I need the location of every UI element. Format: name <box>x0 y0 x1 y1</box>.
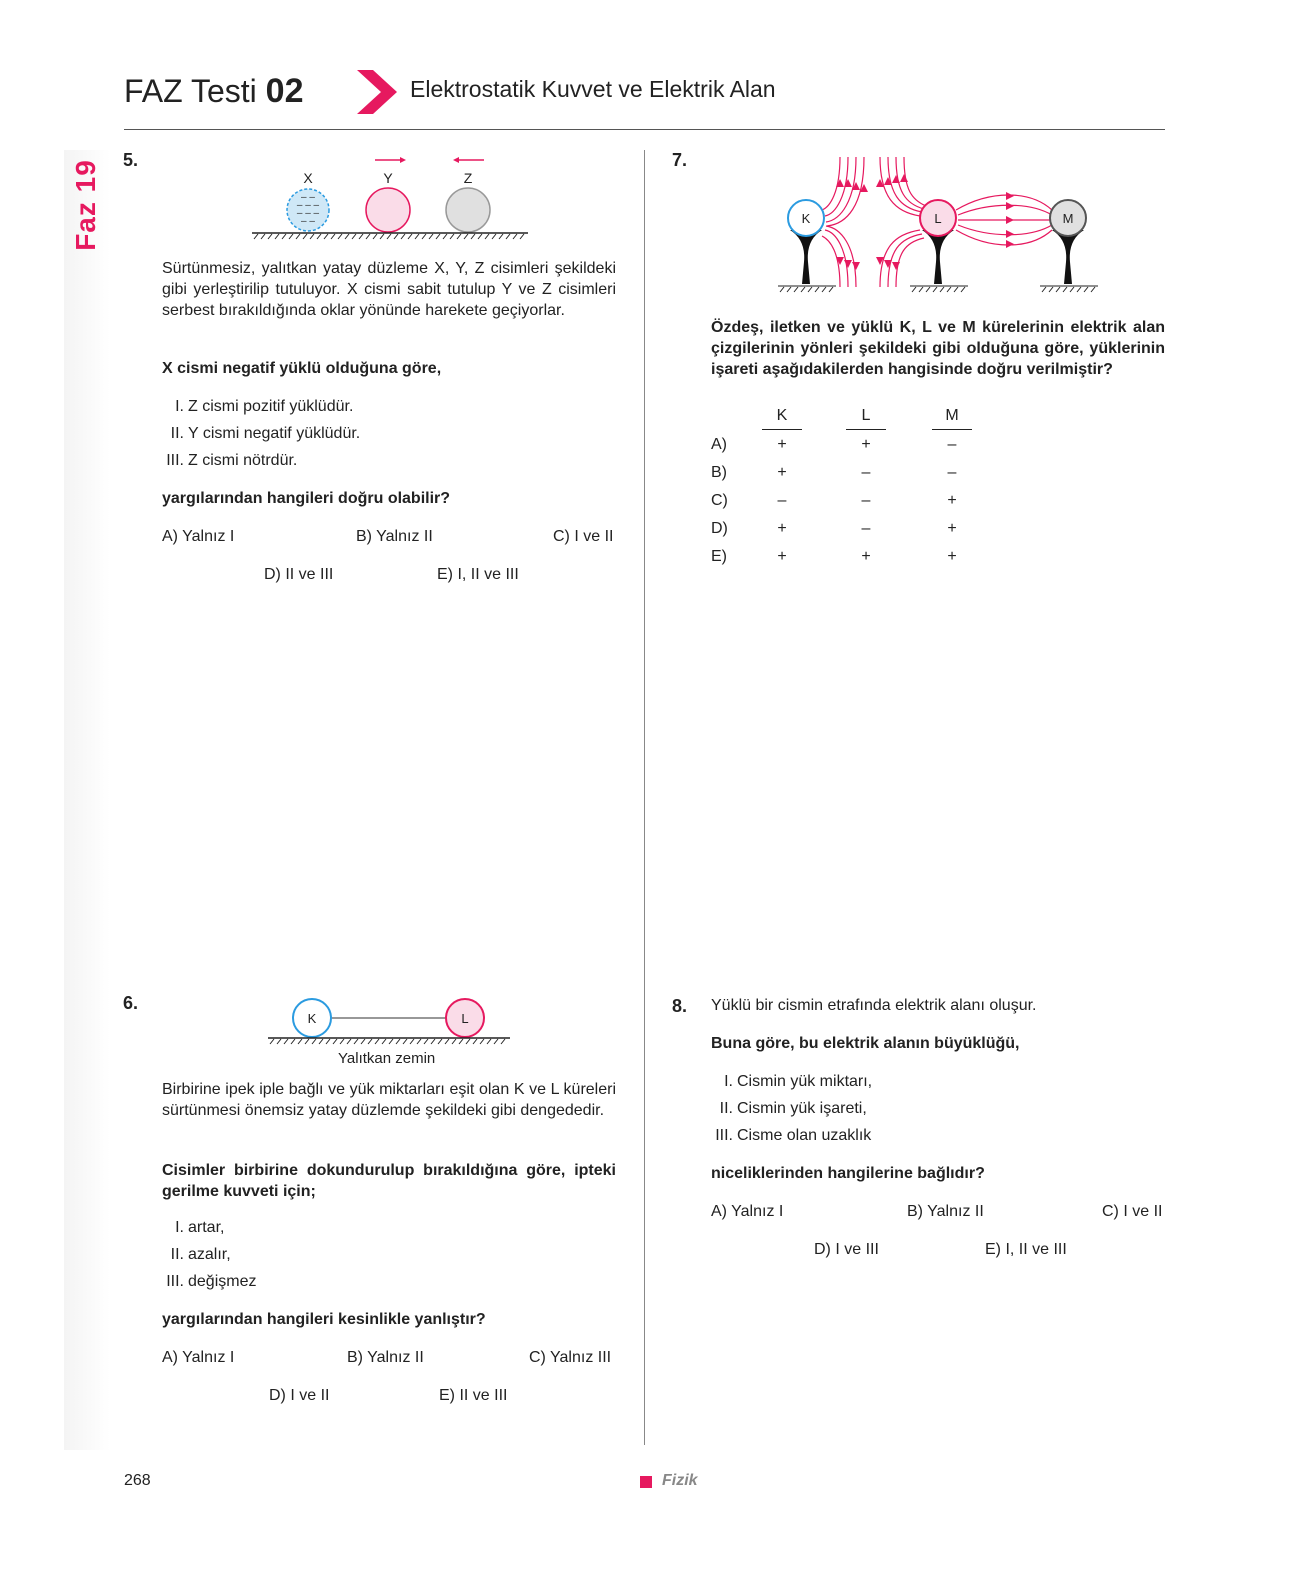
table-cell: + <box>777 548 787 565</box>
sphere-k <box>788 200 824 236</box>
q7-text: Özdeş, iletken ve yüklü K, L ve M kürelerinin elektrik alan çizgilerinin yönleri şekildeki gibi olduğuna göre, yüklerinin işareti aşağıdakilerden hangisinde doğru verilmiştir? <box>711 319 1165 378</box>
svg-text:– –: – – <box>301 192 315 203</box>
q5-statement-3: III. Z cismi nötrdür. <box>166 452 298 469</box>
table-cell: – <box>947 436 957 453</box>
option-d[interactable]: D) I ve II <box>269 1387 330 1404</box>
sphere-z <box>446 188 490 232</box>
side-tag: Faz 19 <box>70 159 101 251</box>
q5-premise: X cismi negatif yüklü olduğuna göre, <box>162 360 442 377</box>
q5-question: yargılarından hangileri doğru olabilir? <box>162 490 451 507</box>
q6-premise: Cisimler birbirine dokundurulup bırakıldığına göre, ipteki gerilme kuvveti için; <box>162 1162 616 1200</box>
square-icon <box>640 1476 652 1488</box>
option-c[interactable]: C) I ve II <box>553 528 614 545</box>
table-cell: – <box>861 464 871 481</box>
option-a[interactable]: A) Yalnız I <box>711 1203 784 1220</box>
option-c[interactable]: C) I ve II <box>1102 1203 1163 1220</box>
question-number: 8. <box>672 996 688 1016</box>
table-cell: + <box>861 436 871 453</box>
option-e[interactable]: E) I, II ve III <box>985 1241 1067 1258</box>
label-x: X <box>303 170 313 186</box>
option-c[interactable]: C) Yalnız III <box>529 1349 612 1366</box>
subject-label: Fizik <box>662 1472 698 1489</box>
svg-text:K: K <box>307 1011 317 1026</box>
question-number: 5. <box>123 150 139 170</box>
side-bar-background <box>64 150 110 1450</box>
q8-text: Yüklü bir cismin etrafında elektrik alanı oluşur. <box>711 997 1037 1014</box>
svg-text:K: K <box>801 211 811 226</box>
q6-statement-1: I. artar, <box>175 1219 225 1236</box>
table-cell: + <box>947 492 957 509</box>
q5-figure <box>248 150 538 245</box>
q6-figure <box>262 995 522 1050</box>
option-b[interactable]: B) <box>711 464 727 481</box>
table-header-l: L <box>846 407 886 430</box>
option-a[interactable]: A) <box>711 436 727 453</box>
sphere-m <box>1050 200 1086 236</box>
table-cell: + <box>777 464 787 481</box>
svg-text:– – –: – – – <box>296 208 320 219</box>
title-prefix: FAZ Testi <box>124 73 257 109</box>
svg-text:– – –: – – – <box>296 200 320 211</box>
option-e[interactable]: E) I, II ve III <box>437 566 519 583</box>
question-number: 6. <box>123 993 139 1013</box>
svg-text:L: L <box>934 211 942 226</box>
q8-statement-2: II. Cismin yük işareti, <box>719 1100 867 1117</box>
option-d[interactable]: D) <box>711 520 728 537</box>
table-cell: – <box>861 520 871 537</box>
q8-statement-3: III. Cisme olan uzaklık <box>715 1127 872 1144</box>
q7-figure <box>770 152 1105 297</box>
label-z: Z <box>463 170 473 186</box>
table-cell: + <box>947 548 957 565</box>
option-d[interactable]: D) I ve III <box>814 1241 879 1258</box>
q8-question: niceliklerinden hangilerine bağlıdır? <box>711 1165 985 1182</box>
q5-text: Sürtünmesiz, yalıtkan yatay düzleme X, Y, Z cisimleri şekildeki gibi yerleştirilip tutuluyor. X cismi sabit tutulup Y ve Z cisimleri serbest bırakıldığında oklar yönünde harekete geçiyorlar. <box>162 260 616 319</box>
column-divider <box>644 150 645 1445</box>
option-b[interactable]: B) Yalnız II <box>356 528 433 545</box>
table-cell: + <box>777 520 787 537</box>
q8-statement-1: I. Cismin yük miktarı, <box>724 1073 873 1090</box>
table-cell: + <box>777 436 787 453</box>
table-cell: – <box>947 464 957 481</box>
right-arrow-icon <box>375 157 406 163</box>
option-e[interactable]: E) II ve III <box>439 1387 508 1404</box>
table-header-m: M <box>932 407 972 430</box>
option-c[interactable]: C) <box>711 492 728 509</box>
sphere-y <box>366 188 410 232</box>
sphere-l <box>920 200 956 236</box>
page-title <box>124 72 304 111</box>
page-number: 268 <box>124 1472 151 1489</box>
q5-statement-1: I. Z cismi pozitif yüklüdür. <box>175 398 354 415</box>
table-cell: – <box>777 492 787 509</box>
q6-statement-3: III. değişmez <box>166 1273 257 1290</box>
option-e[interactable]: E) <box>711 548 727 565</box>
option-d[interactable]: D) II ve III <box>264 566 334 583</box>
title-number: 02 <box>265 72 304 110</box>
page-subtitle: Elektrostatik Kuvvet ve Elektrik Alan <box>410 76 776 102</box>
q8-premise: Buna göre, bu elektrik alanın büyüklüğü, <box>711 1035 1020 1052</box>
svg-text:M: M <box>1062 211 1074 226</box>
q6-question: yargılarından hangileri kesinlikle yanlıştır? <box>162 1311 486 1328</box>
option-b[interactable]: B) Yalnız II <box>347 1349 424 1366</box>
table-header-k: K <box>762 407 802 430</box>
q6-statement-2: II. azalır, <box>170 1246 231 1263</box>
sphere-x <box>287 189 329 231</box>
option-b[interactable]: B) Yalnız II <box>907 1203 984 1220</box>
question-number: 7. <box>672 150 688 170</box>
table-cell: + <box>947 520 957 537</box>
svg-text:– –: – – <box>301 216 315 227</box>
option-a[interactable]: A) Yalnız I <box>162 528 235 545</box>
q5-statement-2: II. Y cismi negatif yüklüdür. <box>170 425 361 442</box>
label-y: Y <box>383 170 393 186</box>
table-cell: + <box>861 548 871 565</box>
floor-label: Yalıtkan zemin <box>338 1050 436 1067</box>
chevron-right-icon <box>357 70 399 114</box>
header-divider <box>124 129 1165 130</box>
q6-text: Birbirine ipek iple bağlı ve yük miktarları eşit olan K ve L küreleri sürtünmesi önemsiz yatay düzlemde şekildeki gibi dengededir. <box>162 1081 616 1119</box>
left-arrow-icon <box>453 157 484 163</box>
table-cell: – <box>861 492 871 509</box>
option-a[interactable]: A) Yalnız I <box>162 1349 235 1366</box>
svg-text:L: L <box>461 1011 469 1026</box>
